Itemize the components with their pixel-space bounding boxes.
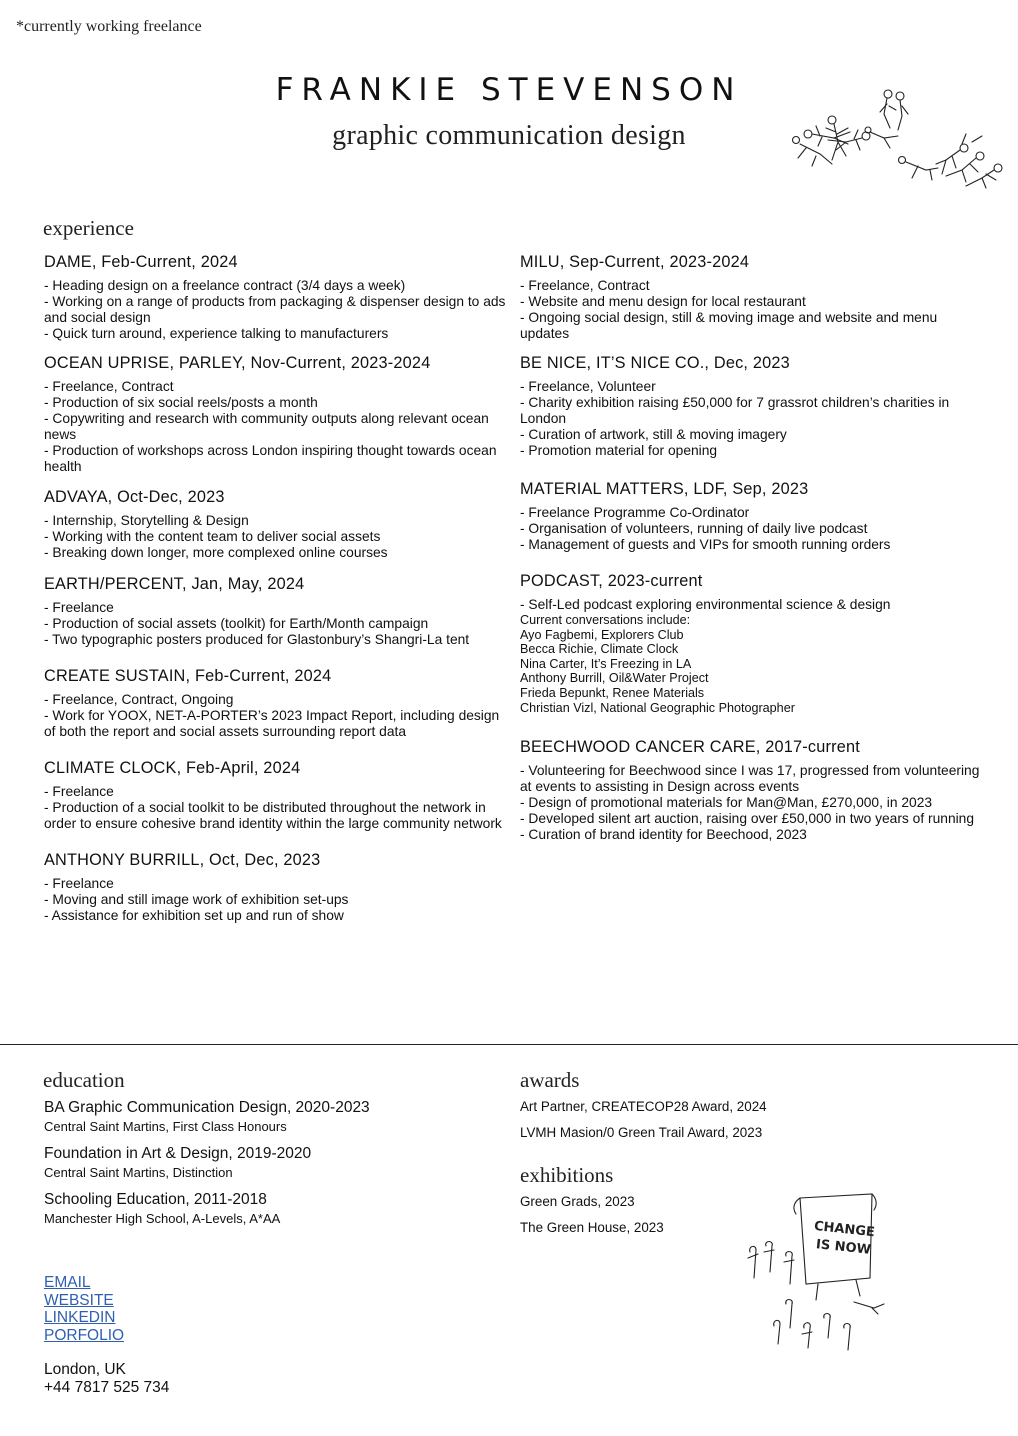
education-title: Schooling Education, 2011-2018 <box>44 1191 267 1208</box>
entry-line: - Self-Led podcast exploring environmental science & design <box>520 597 891 612</box>
experience-entry <box>44 253 506 342</box>
people-lying-illustration <box>786 84 1012 194</box>
experience-entry <box>520 480 982 553</box>
entry-line: - Production of a social toolkit to be distributed throughout the network in order to ensure cohesive brand identity within the large community network <box>44 800 502 831</box>
experience-heading: experience <box>43 216 134 240</box>
entry-line: Anthony Burrill, Oil&Water Project <box>520 671 709 686</box>
entry-line: - Promotion material for opening <box>520 443 718 458</box>
education-item <box>44 1191 484 1227</box>
entry-line: - Curation of brand identity for Beechood, 2023 <box>520 827 807 843</box>
phone-text: +44 7817 525 734 <box>44 1379 170 1396</box>
entry-line: - Work for YOOX, NET-A-PORTER’s 2023 Impact Report, including design of both the report and social assets surrounding report data <box>44 708 500 739</box>
linkedin-link[interactable]: LINKEDIN <box>44 1309 116 1326</box>
education-item <box>44 1145 484 1181</box>
entry-line: - Heading design on a freelance contract (3/4 days a week) <box>44 278 406 293</box>
experience-entry <box>44 488 506 561</box>
entry-line: - Freelance <box>44 784 114 799</box>
entry-title: DAME, Feb-Current, 2024 <box>44 253 238 271</box>
entry-line: - Organisation of volunteers, running of daily live podcast <box>520 521 868 536</box>
entry-line: - Freelance, Volunteer <box>520 379 656 394</box>
entry-line: - Freelance, Contract, Ongoing <box>44 692 234 707</box>
experience-entry <box>520 253 982 342</box>
education-heading: education <box>43 1068 125 1092</box>
location-text: London, UK <box>44 1361 126 1378</box>
entry-line: - Freelance <box>44 600 114 615</box>
awards-heading: awards <box>520 1068 580 1092</box>
education-item <box>44 1099 484 1135</box>
entry-line: - Volunteering for Beechwood since I was 17, progressed from volunteering at events to assisting in Design across events <box>520 763 980 795</box>
experience-entry <box>520 354 982 459</box>
entry-title: OCEAN UPRISE, PARLEY, Nov-Current, 2023-2024 <box>44 354 431 372</box>
education-detail: Manchester High School, A-Levels, A*AA <box>44 1211 281 1226</box>
education-title: BA Graphic Communication Design, 2020-2023 <box>44 1099 370 1116</box>
exhibition-item: The Green House, 2023 <box>520 1220 664 1235</box>
entry-line: - Assistance for exhibition set up and run of show <box>44 908 344 923</box>
entry-line: - Breaking down longer, more complexed online courses <box>44 545 388 560</box>
email-link[interactable]: EMAIL <box>44 1274 91 1291</box>
experience-entry <box>44 759 506 832</box>
contact-info <box>44 1361 169 1397</box>
entry-line: - Two typographic posters produced for Glastonbury’s Shangri-La tent <box>44 632 470 647</box>
experience-entry <box>44 667 506 740</box>
entry-line: - Website and menu design for local restaurant <box>520 294 806 309</box>
entry-line: Becca Richie, Climate Clock <box>520 642 679 657</box>
entry-line: - Moving and still image work of exhibition set-ups <box>44 892 349 907</box>
entry-line: - Working with the content team to deliver social assets <box>44 529 381 544</box>
freelance-note: *currently working freelance <box>16 18 202 35</box>
entry-line: Nina Carter, It’s Freezing in LA <box>520 656 692 671</box>
website-link[interactable]: WEBSITE <box>44 1291 114 1309</box>
entry-title: MATERIAL MATTERS, LDF, Sep, 2023 <box>520 480 809 498</box>
protest-hands-illustration <box>744 1188 890 1360</box>
sign-text-line-1: CHANGE <box>813 1218 876 1241</box>
entry-title: PODCAST, 2023-current <box>520 572 703 590</box>
education-detail: Central Saint Martins, Distinction <box>44 1165 233 1180</box>
sign-text-line-2: IS NOW <box>815 1237 872 1258</box>
entry-line: - Production of workshops across London inspiring thought towards ocean health <box>44 443 497 474</box>
entry-line: - Quick turn around, experience talking to manufacturers <box>44 326 389 341</box>
entry-title: BEECHWOOD CANCER CARE, 2017-current <box>520 738 860 757</box>
entry-line: - Production of social assets (toolkit) for Earth/Month campaign <box>44 616 429 631</box>
experience-entry <box>520 572 982 715</box>
entry-title: MILU, Sep-Current, 2023-2024 <box>520 253 750 271</box>
entry-title: ANTHONY BURRILL, Oct, Dec, 2023 <box>44 851 321 869</box>
entry-line: Ayo Fagbemi, Explorers Club <box>520 627 684 642</box>
entry-line: - Developed silent art auction, raising over £50,000 in two years of running <box>520 811 975 827</box>
page-subtitle: graphic communication design <box>332 120 686 151</box>
entry-line: - Ongoing social design, still & moving image and website and menu updates <box>520 310 938 341</box>
entry-line: Frieda Bepunkt, Renee Materials <box>520 685 705 700</box>
entry-line: Current conversations include: <box>520 613 691 627</box>
entry-line: - Working on a range of products from packaging & dispenser design to ads and social design <box>44 294 506 325</box>
entry-line: - Freelance, Contract <box>520 278 650 293</box>
entry-line: - Curation of artwork, still & moving imagery <box>520 427 787 442</box>
entry-title: CLIMATE CLOCK, Feb-April, 2024 <box>44 759 301 777</box>
experience-entry <box>44 575 506 648</box>
entry-title: CREATE SUSTAIN, Feb-Current, 2024 <box>44 667 332 685</box>
entry-line: - Freelance, Contract <box>44 379 174 394</box>
entry-title: EARTH/PERCENT, Jan, May, 2024 <box>44 575 305 593</box>
education-detail: Central Saint Martins, First Class Honours <box>44 1119 287 1134</box>
entry-line: - Management of guests and VIPs for smooth running orders <box>520 537 891 552</box>
experience-entry <box>520 738 982 843</box>
portfolio-link[interactable]: PORFOLIO <box>44 1326 125 1344</box>
link-list <box>44 1274 124 1344</box>
award-item: LVMH Masion/0 Green Trail Award, 2023 <box>520 1125 763 1140</box>
entry-line: - Freelance <box>44 876 114 891</box>
experience-entry <box>44 354 506 475</box>
experience-left-column <box>44 253 506 924</box>
entry-line: - Design of promotional materials for Man@Man, £270,000, in 2023 <box>520 795 933 811</box>
entry-line: - Freelance Programme Co-Ordinator <box>520 505 750 520</box>
education-title: Foundation in Art & Design, 2019-2020 <box>44 1145 312 1162</box>
experience-entry <box>44 851 506 924</box>
experience-right-column <box>520 253 982 843</box>
exhibitions-heading: exhibitions <box>520 1163 614 1187</box>
entry-line: - Charity exhibition raising £50,000 for 7 grassrot children’s charities in London <box>520 395 950 426</box>
entry-title: ADVAYA, Oct-Dec, 2023 <box>44 488 225 506</box>
entry-line: Christian Vizl, National Geographic Photographer <box>520 700 795 715</box>
education-list <box>44 1099 484 1227</box>
entry-title: BE NICE, IT’S NICE CO., Dec, 2023 <box>520 354 790 372</box>
exhibition-item: Green Grads, 2023 <box>520 1194 635 1209</box>
section-divider <box>0 1044 1018 1045</box>
page-title: FRANKIE STEVENSON <box>275 72 743 108</box>
entry-line: - Internship, Storytelling & Design <box>44 513 249 528</box>
entry-line: - Copywriting and research with community outputs along relevant ocean news <box>44 411 489 442</box>
entry-line: - Production of six social reels/posts a month <box>44 395 318 410</box>
award-item: Art Partner, CREATECOP28 Award, 2024 <box>520 1099 767 1114</box>
